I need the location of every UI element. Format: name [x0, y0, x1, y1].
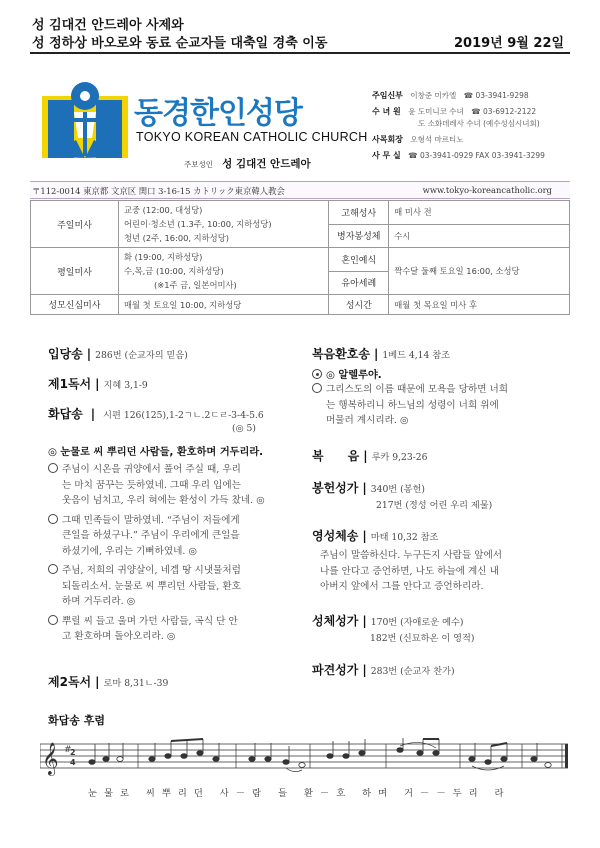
holy-hour-label: 성시간 — [329, 295, 389, 315]
bulletin-date: 2019년 9월 22일 — [454, 36, 565, 51]
psalm-refrain: ◎ 눈물로 씨 뿌리던 사람들, 환호하며 거두리라. — [48, 447, 264, 458]
staff-row-convent: 수 녀 원 윤 도미니코 수녀 ☎ 03-6912-2122 — [372, 107, 537, 116]
marian-mass-label: 성모신심미사 — [31, 295, 119, 315]
first-reading: 제1독서 | 지혜 3,1-9 — [48, 377, 148, 391]
staff-row-council: 사목회장 오형석 마르티노 — [372, 135, 464, 144]
weekday-mass-label: 평일미사 — [31, 248, 119, 295]
entrance-hymn: 입당송 | 286번 (순교자의 믿음) — [48, 347, 188, 361]
address-bar — [30, 181, 570, 199]
psalm-verses — [48, 462, 298, 645]
communion-hymn-2: 182번 (신묘하온 이 영적) — [370, 633, 475, 644]
church-address: 〒112-0014 東京都 文京区 関口 3-16-15 カトリック東京韓人教会 — [32, 186, 285, 196]
sunday-mass-label: 주일미사 — [31, 201, 119, 248]
sunday-mass-times: 교중 (12:00, 대성당) 어린이·청소년 (1.3주, 10:00, 지하성당) 청년 (2주, 16:00, 지하성당) — [119, 201, 329, 248]
psalm-verse-4: 뿌릴 씨 들고 울며 가던 사람들, 곡식 단 안 고 환호하며 돌아오리라. ◎ — [48, 614, 298, 645]
staff-row-convent-extra: 도 소화데레사 수녀 (예수성심시녀회) — [418, 119, 540, 128]
holy-hour-time: 매월 첫 목요일 미사 후 — [389, 295, 570, 315]
communion-antiphon-text: 주님이 말씀하신다. 누구든지 사람들 앞에서 나를 안다고 증언하면, 나도 하늘에 계신 내 아버지 앞에서 그를 안다고 증언하리라. — [320, 550, 503, 592]
refrain-music-title: 화답송 후렴 — [48, 714, 105, 727]
patron-saint — [184, 156, 311, 171]
wedding-baptism-time: 짝수달 둘째 토요일 16:00, 소성당 — [389, 248, 570, 295]
psalm-response-ref: (◎ 5) — [232, 423, 256, 434]
offertory-hymn: 봉헌성가 | 340번 (봉헌) — [312, 481, 426, 495]
gospel: 복 음 | 루카 9,23-26 — [312, 449, 428, 463]
church-name-korean: 동경한인성당 — [134, 96, 302, 131]
marian-mass-time: 매월 첫 토요일 10:00, 지하성당 — [119, 295, 329, 315]
feast-title-line1: 성 김대건 안드레아 사제와 — [32, 18, 184, 33]
refrain-lyrics: 눈물로 씨뿌리던 사－람 들 환－호 하며 거－－두리 라 — [88, 788, 511, 799]
staff-row-pastor: 주임신부 이창준 미카엘 ☎ 03-3941-9298 — [372, 91, 529, 100]
header-divider — [30, 52, 570, 54]
mass-schedule-table — [30, 200, 570, 315]
anointing-label: 병자봉성체 — [329, 224, 389, 248]
communion-hymn: 성체성가 | 170번 (자애로운 예수) — [312, 614, 464, 628]
gospel-acclamation: 복음환호송 | 1베드 4,14 참조 — [312, 347, 451, 361]
svg-text:𝄞: 𝄞 — [42, 742, 59, 775]
church-logo-icon — [40, 78, 130, 166]
staff-directory — [372, 90, 572, 162]
music-staff — [40, 738, 570, 780]
psalm-verse-2: 그때 민족들이 말하였네. “주님이 저들에게 큰일을 하셨구나.” 주님이 우리에게 큰일을 하셨기에, 우리는 기뻐하였네. ◎ — [48, 513, 298, 560]
psalm-verse-1: 주님이 시온을 귀양에서 풀어 주실 때, 우리 는 마치 꿈꾸는 듯하였네. 그때 우리 입에는 웃음이 넘치고, 우리 혀에는 환성이 가득 찼네. ◎ — [48, 462, 298, 509]
patron-label: 주보성인 — [184, 160, 213, 169]
svg-text:#: # — [64, 745, 72, 755]
psalm-verse-3: 주님, 저희의 귀양살이, 네겝 땅 시냇물처럼 되돌리소서. 눈물로 씨 뿌리던 사람들, 환호 하며 거두리라. ◎ — [48, 563, 298, 610]
alleluia: ◎ 알렐루야. — [312, 366, 382, 381]
wedding-label: 혼인예식 — [329, 248, 389, 272]
svg-text:4: 4 — [70, 758, 76, 767]
responsorial-psalm: 화답송 | 시편 126(125),1-2ㄱㄴ.2ㄷㄹ-3-4-5.6 — [48, 407, 264, 421]
staff-row-office: 사 무 실 ☎ 03-3941-0929 FAX 03-3941-3299 — [372, 151, 545, 160]
church-website-link[interactable]: www.tokyo-koreancatholic.org — [422, 185, 552, 195]
communion-antiphon: 영성체송 | 마태 10,32 참조 — [312, 529, 439, 543]
patron-name: 성 김대건 안드레아 — [222, 158, 311, 170]
anointing-time: 수시 — [389, 224, 570, 248]
feast-title-line2: 성 정하상 바오로와 동료 순교자들 대축일 경축 이동 — [32, 36, 328, 51]
svg-text:2: 2 — [70, 748, 76, 757]
church-name-english: TOKYO KOREAN CATHOLIC CHURCH — [136, 130, 368, 144]
offertory-hymn-2: 217번 (정성 어린 우리 제물) — [376, 500, 493, 511]
recessional-hymn: 파견성가 | 283번 (순교자 찬가) — [312, 663, 455, 677]
confession-time: 매 미사 전 — [389, 201, 570, 225]
confession-label: 고해성사 — [329, 201, 389, 225]
weekday-mass-times: 화 (19:00, 지하성당) 수,목,금 (10:00, 지하성당) (※1주 금, 일본어미사) — [119, 248, 329, 295]
second-reading: 제2독서 | 로마 8,31ㄴ-39 — [48, 675, 169, 689]
alleluia-verse: 그리스도의 이름 때문에 모욕을 당하면 너희 는 행복하리니 하느님의 성령이 너희 위에 머물러 계시리라. ◎ — [312, 382, 572, 429]
baptism-label: 유아세례 — [329, 271, 389, 295]
